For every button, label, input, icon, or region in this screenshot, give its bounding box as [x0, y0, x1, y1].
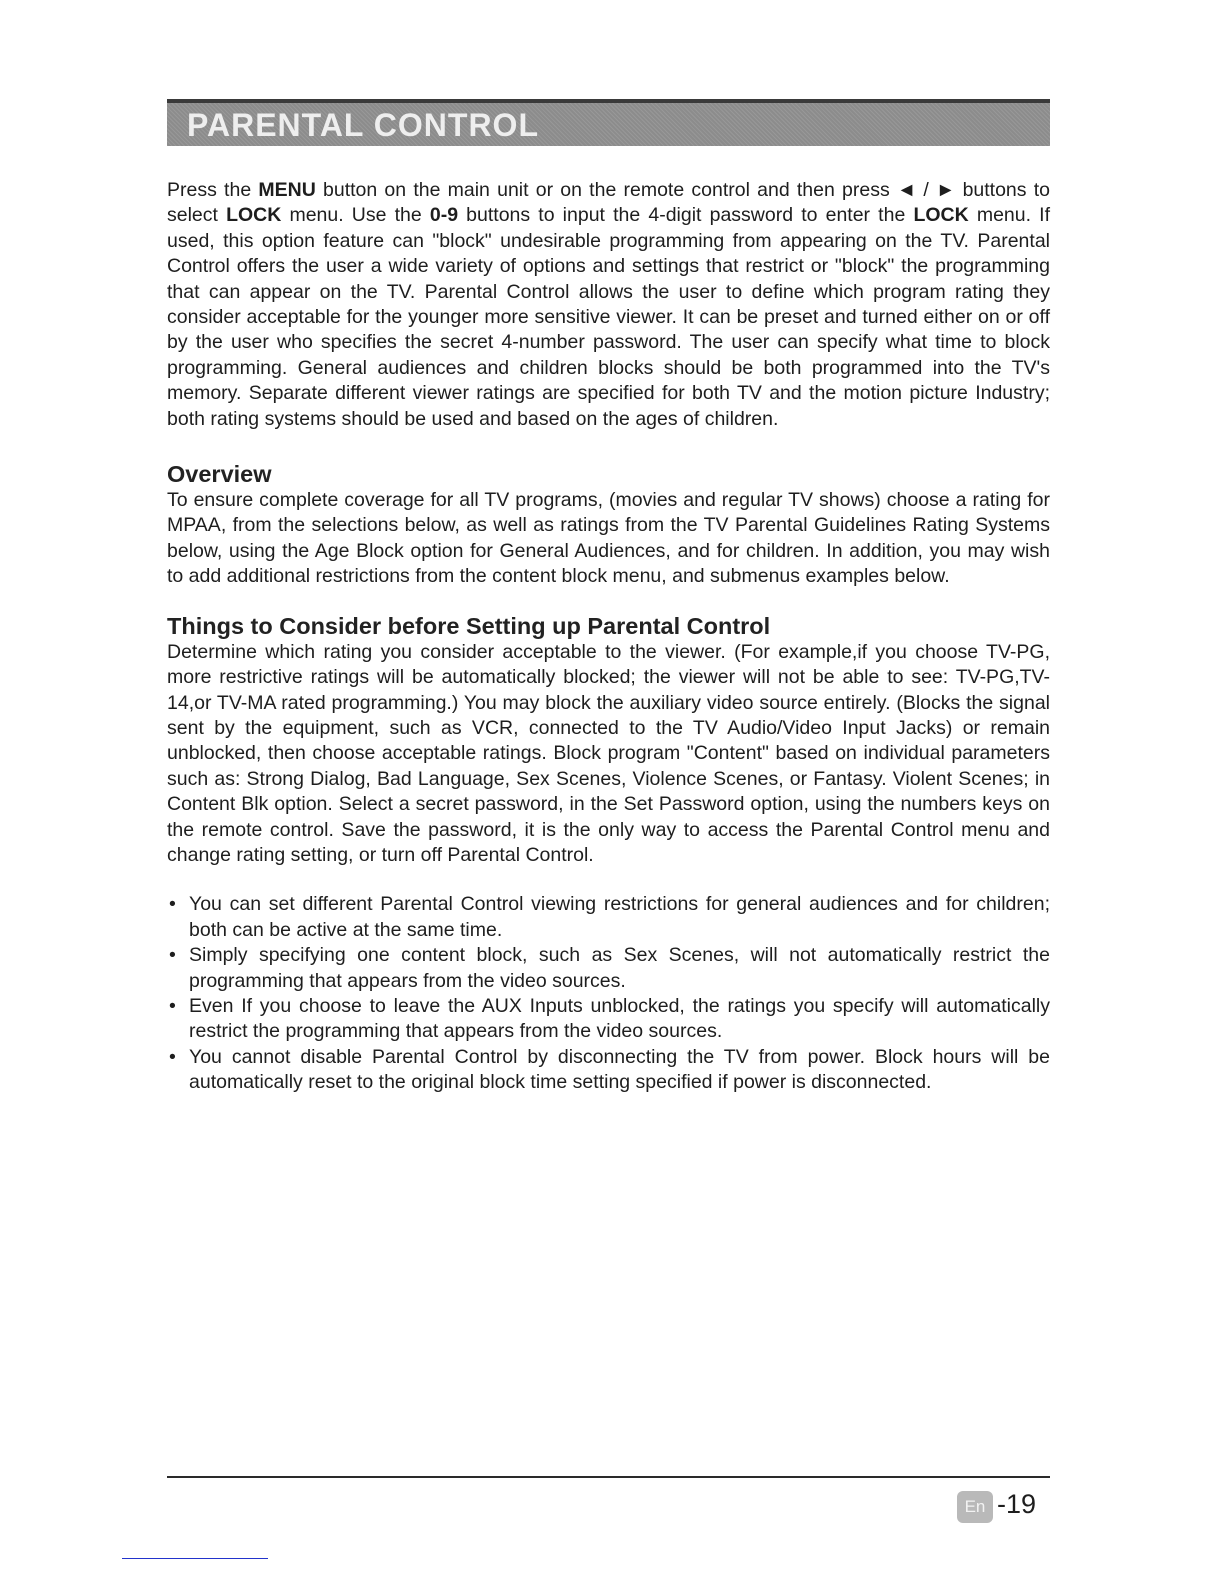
intro-paragraph [167, 178, 1050, 432]
list-item-text: Simply specifying one content block, such as Sex Scenes, will not automatically restrict the programming that appears from the video sources. [189, 944, 1050, 992]
intro-text-3: buttons to select [167, 179, 1050, 227]
list-item [167, 1045, 1050, 1096]
intro-text-1: Press the [167, 179, 259, 201]
things-to-consider-paragraph: Determine which rating you consider acceptable to the viewer. (For example,if you choose TV-PG, more restrictive ratings will be automatically blocked; the viewer will not be able to see: TV-PG,TV-14,or TV-MA rated programming.) You may block the auxiliary video source entirely. (Blocks the signal sent by the equipment, such as VCR, connected to the TV Audio/Video Input Jacks) or remain unblocked, then choose acceptable ratings. Block program "Content" based on individual parameters such as: Strong Dialog, Bad Language, Sex Scenes, Violence Scenes, or Fantasy. Violent Scenes; in Content Blk option. Select a secret password, in the Set Password option, using the numbers keys on the remote control. Save the password, it is the only way to access the Parental Control menu and change rating setting, or turn off Parental Control. [167, 640, 1050, 866]
overview-heading: Overview [167, 461, 272, 488]
bullet-icon: • [169, 944, 176, 967]
menu-key-label: MENU [258, 179, 316, 201]
language-badge: En [957, 1491, 993, 1523]
main-content [167, 178, 1050, 1096]
intro-text-2: button on the main unit or on the remote control and then press [315, 179, 897, 201]
page-number: -19 [997, 1489, 1037, 1519]
intro-text-4: menu. Use the [281, 204, 430, 227]
list-item-text: Even If you choose to leave the AUX Inputs unblocked, the ratings you specify will automatically restrict the programming that appears from the video sources. [189, 994, 1050, 1043]
left-right-arrow-icon: ◄ / ► [896, 179, 956, 201]
lock-key-label: LOCK [226, 204, 282, 227]
things-to-consider-heading: Things to Consider before Setting up Parental Control [167, 612, 771, 639]
list-item [167, 892, 1050, 943]
digit-keys-label: 0-9 [429, 204, 459, 227]
list-item-text: You cannot disable Parental Control by disconnecting the TV from power. Block hours will be automatically reset to the original block time setting specified if power is disconnected. [189, 1045, 1050, 1094]
notes-list [167, 892, 1050, 1095]
section-banner [167, 99, 1050, 146]
lock-key-label-2: LOCK [913, 204, 969, 227]
footer-divider [167, 1476, 1050, 1478]
page-title: PARENTAL CONTROL [187, 107, 539, 143]
list-item [167, 943, 1050, 994]
bullet-icon: • [169, 1045, 176, 1068]
list-item-text: You can set different Parental Control viewing restrictions for general audiences and for children; both can be active at the same time. [189, 893, 1050, 941]
list-item [167, 994, 1050, 1045]
overview-paragraph: To ensure complete coverage for all TV programs, (movies and regular TV shows) choose a rating for MPAA, from the selections below, as well as ratings from the TV Parental Guidelines Rating Systems below, using the Age Block option for General Audiences, and for children. In addition, you may wish to add additional restrictions from the content block menu, and submenus examples below. [167, 489, 1050, 588]
scan-edge-line [122, 1558, 268, 1559]
bullet-icon: • [169, 893, 176, 916]
intro-text-6: menu. If used, this option feature can "block" undesirable programming from appearing on the TV. Parental Control offers the user a wide variety of options and settings that restrict or "block" the programming that can appear on the TV. Parental Control allows the user to define which program rating they consider acceptable for the younger more sensitive viewer. It can be preset and turned either on or off by the user who specifies the secret 4-number password. The user can specify what time to block programming. General audiences and children blocks should be both programmed into the TV's memory. Separate different viewer ratings are specified for both TV and the motion picture Industry; both rating systems should be used and based on the ages of children. [167, 204, 1050, 430]
intro-text-5: buttons to input the 4-digit password to enter the [458, 204, 914, 227]
bullet-icon: • [169, 994, 176, 1017]
